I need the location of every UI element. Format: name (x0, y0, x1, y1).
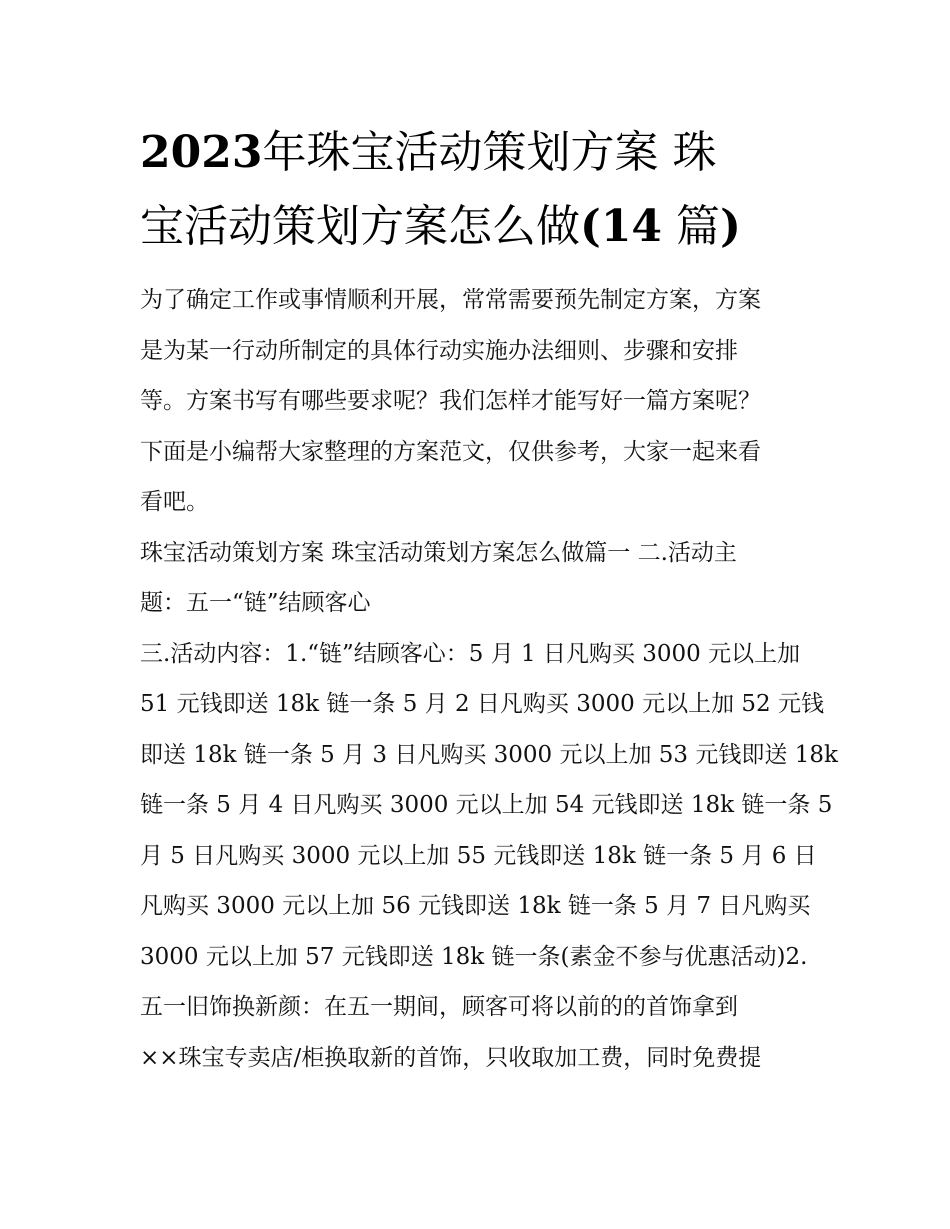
title-year: 2023 (140, 127, 263, 178)
title-line-2 (140, 190, 820, 264)
body-line: 下面是小编帮大家整理的方案范文，仅供参考，大家一起来看 (140, 438, 761, 465)
body-line: 题：五一“链”结顾客心 (140, 590, 371, 616)
body-line: 是为某一行动所制定的具体行动实施办法细则、步骤和安排 (140, 337, 738, 364)
body-line: 链一条 5 月 4 日凡购买 3000 元以上加 54 元钱即送 18k 链一条 5 (140, 792, 833, 818)
body-line: 51 元钱即送 18k 链一条 5 月 2 日凡购买 3000 元以上加 52 元钱 (140, 691, 824, 717)
document-body (140, 275, 838, 1083)
body-line: 三.活动内容：1.“链”结顾客心：5 月 1 日凡购买 3000 元以上加 (140, 640, 801, 667)
title-line-1 (140, 116, 820, 190)
body-line: 看吧。 (140, 489, 209, 515)
title-line-1-text: 年珠宝活动策划方案 珠 (262, 127, 717, 178)
body-line: ××珠宝专卖店/柜换取新的首饰，只收取加工费，同时免费提 (140, 1044, 762, 1071)
body-line: 为了确定工作或事情顺利开展，常常需要预先制定方案，方案 (140, 287, 761, 313)
title-count-word: 篇 (662, 201, 721, 252)
title-count-close: ) (720, 201, 741, 252)
body-line: 月 5 日凡购买 3000 元以上加 55 元钱即送 18k 链一条 5 月 6 日 (140, 842, 817, 869)
body-line: 珠宝活动策划方案 珠宝活动策划方案怎么做篇一 二.活动主 (140, 539, 737, 566)
title-count-open: (14 (580, 201, 663, 252)
document-title (140, 116, 820, 264)
body-line: 等。方案书写有哪些要求呢？我们怎样才能写好一篇方案呢？ (140, 388, 761, 414)
body-line: 五一旧饰换新颜：在五一期间，顾客可将以前的的首饰拿到 (140, 994, 738, 1020)
body-line: 凡购买 3000 元以上加 56 元钱即送 18k 链一条 5 月 7 日凡购买 (140, 893, 811, 919)
body-line: 3000 元以上加 57 元钱即送 18k 链一条(素金不参与优惠活动)2. (140, 943, 808, 970)
body-line: 即送 18k 链一条 5 月 3 日凡购买 3000 元以上加 53 元钱即送 18k (140, 741, 838, 768)
title-line-2-text: 宝活动策划方案怎么做 (140, 201, 580, 252)
